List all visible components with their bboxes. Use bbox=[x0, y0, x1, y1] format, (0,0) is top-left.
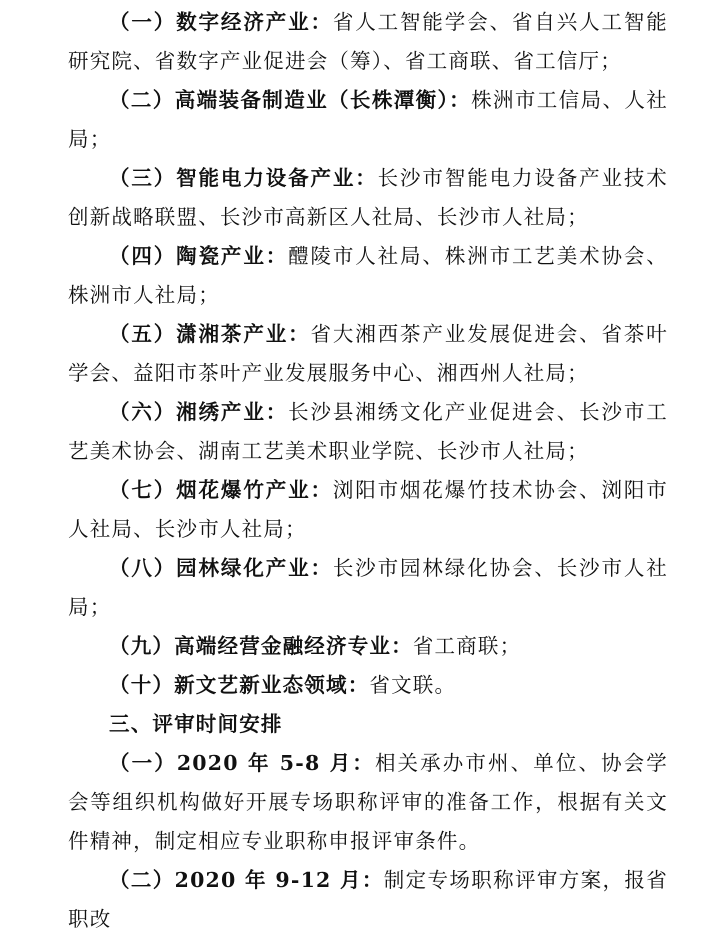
item-10-body: 省文联。 bbox=[369, 673, 457, 697]
document-page bbox=[68, 0, 668, 939]
item-3-lead: （三）智能电力设备产业： bbox=[109, 166, 378, 190]
item-2-body: 株洲市工信局、人社局； bbox=[68, 88, 668, 151]
item-3 bbox=[68, 159, 668, 237]
item-5-lead: （五）潇湘茶产业： bbox=[109, 322, 311, 346]
item-5-body: 省大湘西茶产业发展促进会、省茶叶学会、益阳市茶叶产业发展服务中心、湘西州人社局； bbox=[68, 322, 668, 385]
item-6 bbox=[68, 393, 668, 471]
item-1-lead: （一）数字经济产业： bbox=[109, 10, 333, 34]
schedule-item-2-lead: （二）2020 年 9-12 月： bbox=[109, 868, 384, 892]
item-6-body: 长沙县湘绣文化产业促进会、长沙市工艺美术协会、湖南工艺美术职业学院、长沙市人社局； bbox=[68, 400, 668, 463]
item-7 bbox=[68, 471, 668, 549]
item-1 bbox=[68, 3, 668, 81]
schedule-item-2-body: 制定专场职称评审方案，报省职改 bbox=[68, 868, 668, 931]
item-2 bbox=[68, 81, 668, 159]
item-8 bbox=[68, 549, 668, 627]
item-10-lead: （十）新文艺新业态领域： bbox=[109, 673, 370, 697]
item-1-body: 省人工智能学会、省自兴人工智能研究院、省数字产业促进会（筹）、省工商联、省工信厅； bbox=[68, 10, 668, 73]
item-7-lead: （七）烟花爆竹产业： bbox=[109, 478, 333, 502]
schedule-item-2 bbox=[68, 861, 668, 939]
item-6-lead: （六）湘绣产业： bbox=[109, 400, 289, 424]
item-5 bbox=[68, 315, 668, 393]
item-8-body: 长沙市园林绿化协会、长沙市人社局； bbox=[68, 556, 668, 619]
item-2-lead: （二）高端装备制造业（长株潭衡）： bbox=[109, 88, 472, 112]
item-7-body: 浏阳市烟花爆竹技术协会、浏阳市人社局、长沙市人社局； bbox=[68, 478, 668, 541]
schedule-item-1-lead: （一）2020 年 5-8 月： bbox=[109, 751, 375, 775]
item-9-lead: （九）高端经营金融经济专业： bbox=[109, 634, 413, 658]
section-3-heading: 三、评审时间安排 bbox=[109, 712, 283, 736]
item-4 bbox=[68, 237, 668, 315]
item-8-lead: （八）园林绿化产业： bbox=[109, 556, 333, 580]
item-4-lead: （四）陶瓷产业： bbox=[109, 244, 289, 268]
schedule-item-1 bbox=[68, 744, 668, 861]
item-9 bbox=[68, 627, 668, 666]
item-4-body: 醴陵市人社局、株洲市工艺美术协会、株洲市人社局； bbox=[68, 244, 668, 307]
item-3-body: 长沙市智能电力设备产业技术创新战略联盟、长沙市高新区人社局、长沙市人社局； bbox=[68, 166, 668, 229]
item-9-body: 省工商联； bbox=[412, 634, 522, 658]
item-10 bbox=[68, 666, 668, 705]
schedule-item-1-body: 相关承办市州、单位、协会学会等组织机构做好开展专场职称评审的准备工作，根据有关文件精神，制定相应专业职称申报评审条件。 bbox=[68, 751, 669, 853]
